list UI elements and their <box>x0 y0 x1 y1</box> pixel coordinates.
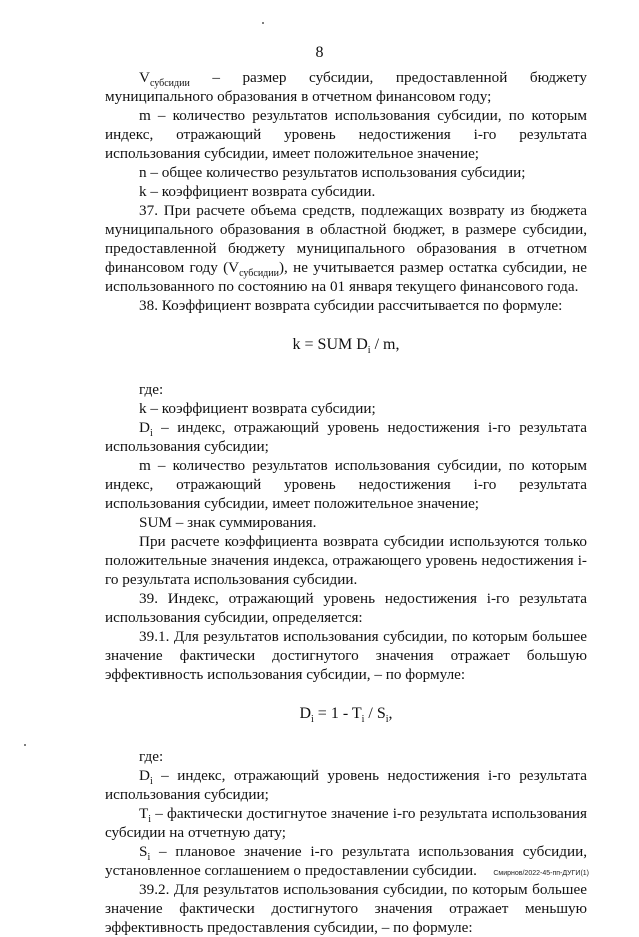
paragraphs-top <box>105 68 587 315</box>
paragraph: $D_i$ – индекс, отражающий уровень недостижения i-го результата использования субсидии; <box>105 419 587 455</box>
paragraphs-middle <box>105 380 587 684</box>
paragraph: k – коэффициент возврата субсидии. <box>139 183 376 200</box>
paragraph: $T_i$ – фактически достигнутое значение i-го результата использования субсидии на отчетную дату; <box>105 805 587 841</box>
scan-speck <box>262 22 264 24</box>
paragraph: 39.1. Для результатов использования субсидии, по которым большее значение фактически достигнутого значения отражает большую эффективность использования субсидии, – по формуле: <box>105 628 587 683</box>
paragraph: 39.2. Для результатов использования субсидии, по которым большее значение фактически достигнутого значения отражает меньшую эффективность предоставления субсидии, – по формуле: <box>105 881 587 936</box>
paragraph: $V_{субсидии}$ – размер субсидии, предоставленной бюджету муниципального образования в отчетном финансовом году; <box>105 69 587 105</box>
formula-return-coefficient: k = SUM $D_i$ / m, <box>292 336 400 357</box>
paragraph: При расчете коэффициента возврата субсидии используются только положительные значения индекса, отражающего уровень недостижения i-го результата использования субсидии. <box>105 533 587 588</box>
paragraph: $D_i$ – индекс, отражающий уровень недостижения i-го результата использования субсидии; <box>105 767 587 803</box>
paragraphs-bottom <box>105 747 587 937</box>
paragraph: 38. Коэффициент возврата субсидии рассчитывается по формуле: <box>139 297 563 314</box>
document-body <box>105 68 587 937</box>
paragraph: m – количество результатов использования субсидии, по которым индекс, отражающий уровень недостижения i-го результата использования субсидии, имеет положительное значение; <box>105 457 587 512</box>
scan-speck <box>24 744 26 746</box>
paragraph: SUM – знак суммирования. <box>139 514 317 531</box>
paragraph: где: <box>139 381 164 398</box>
formula-index: $D_i = 1 - T_i / S_i$, <box>299 705 393 726</box>
paragraph: k – коэффициент возврата субсидии; <box>139 400 376 417</box>
paragraph: 39. Индекс, отражающий уровень недостижения i-го результата использования субсидии, определяется: <box>105 590 587 626</box>
footer-document-id: Смирнов/2022-45-пп-ДУГИ(1) <box>493 870 589 877</box>
paragraph: m – количество результатов использования субсидии, по которым индекс, отражающий уровень недостижения i-го результата использования субсидии, имеет положительное значение; <box>105 107 587 162</box>
paragraph: где: <box>139 748 164 765</box>
page-number: 8 <box>315 44 324 61</box>
paragraph: 37. При расчете объема средств, подлежащих возврату из бюджета муниципального образования в областной бюджет, в размере субсидии, предоставленной бюджету муниципального образования в отчетном финансовом году $(V_{субсидии})$, не учитывается размер остатка субсидии, не использованного по состоянию на 01 января текущего финансового года. <box>105 202 587 295</box>
paragraph: n – общее количество результатов использования субсидии; <box>139 164 526 181</box>
paragraph: $S_i$ – плановое значение i-го результата использования субсидии, установленное соглашением о предоставлении субсидии. <box>105 843 587 879</box>
